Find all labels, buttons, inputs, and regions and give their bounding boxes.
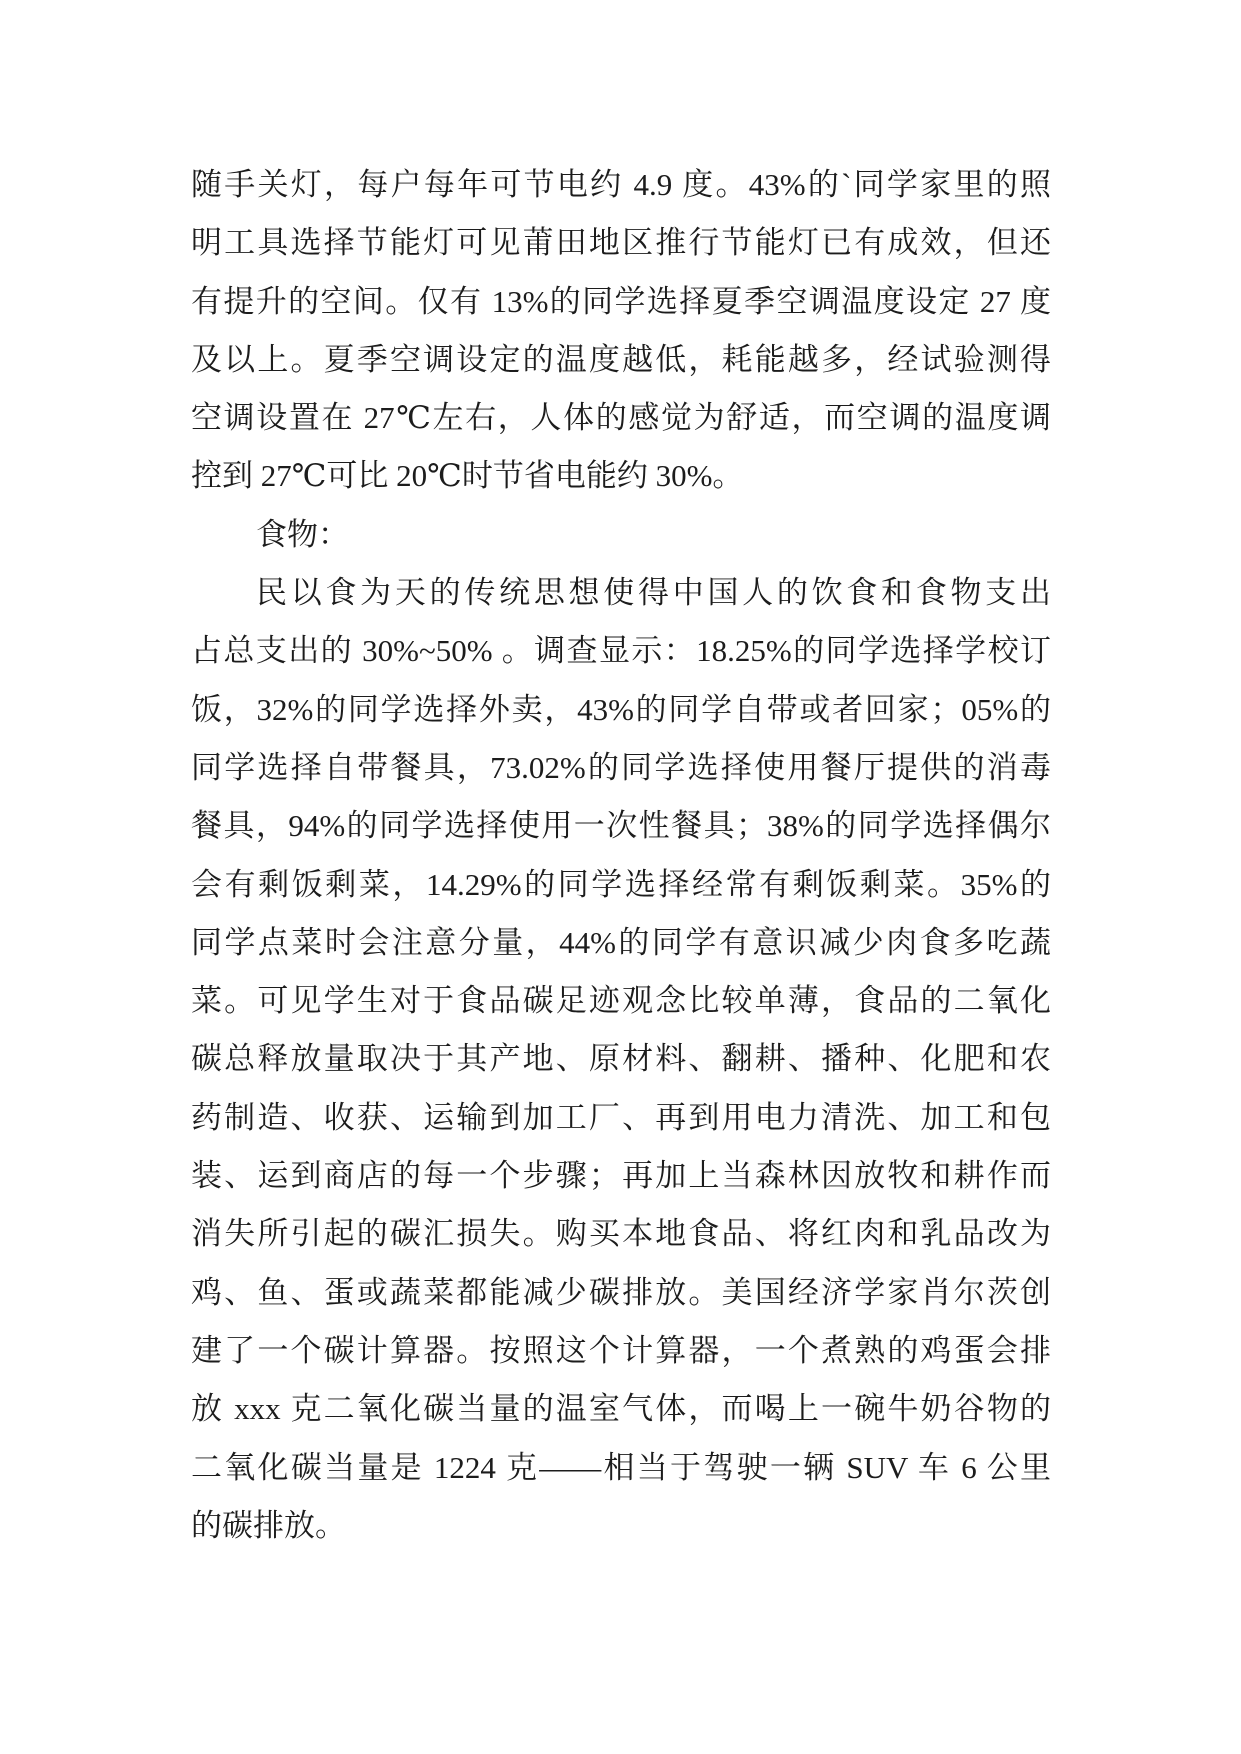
- text-line: 明工具选择节能灯可见莆田地区推行节能灯已有成效，但还: [191, 225, 1051, 261]
- text-line: 菜。可见学生对于食品碳足迹观念比较单薄，食品的二氧化: [191, 983, 1051, 1019]
- text-line: 药制造、收获、运输到加工厂、再到用电力清洗、加工和包: [191, 1099, 1051, 1135]
- paragraph-electricity: [191, 156, 1051, 506]
- text-line: 有提升的空间。仅有 13%的同学选择夏季空调温度设定 27 度: [191, 283, 1051, 319]
- text-line: 民以食为天的传统思想使得中国人的饮食和食物支出: [256, 575, 1051, 611]
- text-line: 控到 27℃可比 20℃时节省电能约 30%。: [191, 458, 744, 494]
- text-line: 鸡、鱼、蛋或蔬菜都能减少碳排放。美国经济学家肖尔茨创: [191, 1274, 1051, 1310]
- text-line: 会有剩饭剩菜，14.29%的同学选择经常有剩饭剩菜。35%的: [191, 866, 1051, 902]
- text-line: 及以上。夏季空调设定的温度越低，耗能越多，经试验测得: [191, 341, 1051, 377]
- text-line: 二氧化碳当量是 1224 克——相当于驾驶一辆 SUV 车 6 公里: [191, 1449, 1051, 1485]
- section-heading-food: 食物：: [256, 516, 349, 552]
- text-line: 碳总释放量取决于其产地、原材料、翻耕、播种、化肥和农: [191, 1041, 1051, 1077]
- text-line: 装、运到商店的每一个步骤；再加上当森林因放牧和耕作而: [191, 1158, 1051, 1194]
- text-line: 餐具，94%的同学选择使用一次性餐具；38%的同学选择偶尔: [191, 808, 1051, 844]
- text-line: 饭，32%的同学选择外卖，43%的同学自带或者回家；05%的: [191, 691, 1051, 727]
- text-line: 同学选择自带餐具，73.02%的同学选择使用餐厅提供的消毒: [191, 749, 1051, 785]
- text-line: 建了一个碳计算器。按照这个计算器，一个煮熟的鸡蛋会排: [191, 1332, 1051, 1368]
- text-line: 消失所引起的碳汇损失。购买本地食品、将红肉和乳品改为: [191, 1216, 1051, 1252]
- text-line: 同学点菜时会注意分量，44%的同学有意识减少肉食多吃蔬: [191, 924, 1051, 960]
- text-line: 空调设置在 27℃左右，人体的感觉为舒适，而空调的温度调: [191, 400, 1051, 436]
- text-line: 放 xxx 克二氧化碳当量的温室气体，而喝上一碗牛奶谷物的: [191, 1391, 1051, 1427]
- text-line: 随手关灯，每户每年可节电约 4.9 度。43%的`同学家里的照: [191, 167, 1051, 202]
- text-line: 占总支出的 30%~50% 。调查显示：18.25%的同学选择学校订: [191, 633, 1051, 669]
- document-body: [191, 156, 1051, 1555]
- paragraph-food: [191, 564, 1051, 1555]
- text-line: 的碳排放。: [191, 1507, 346, 1543]
